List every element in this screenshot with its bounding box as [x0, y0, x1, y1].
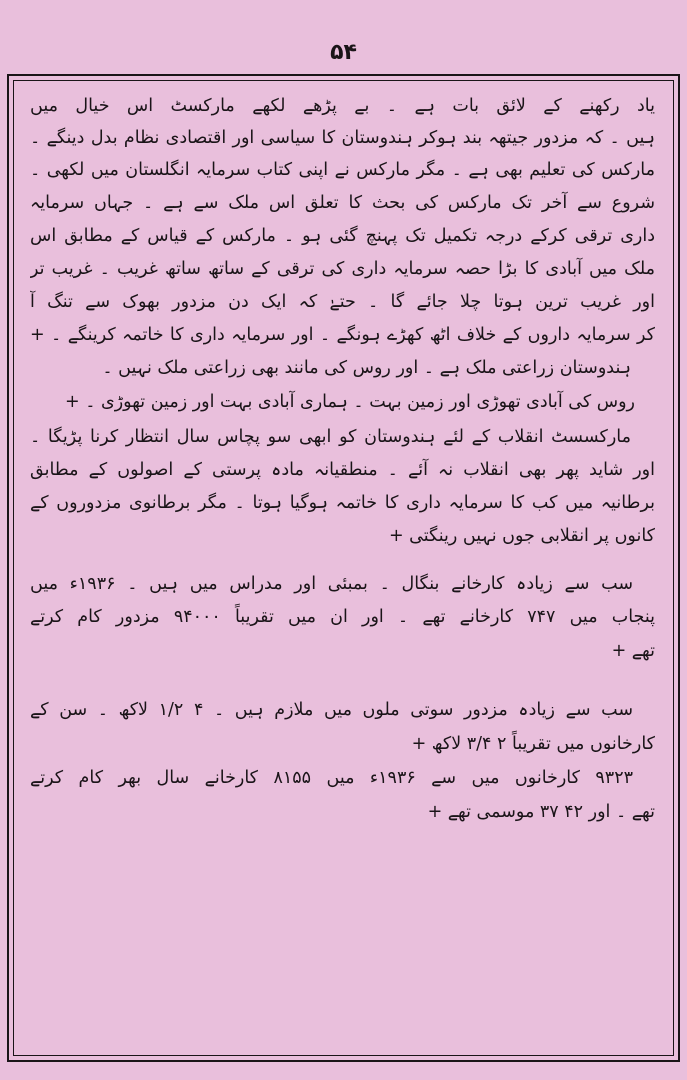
- text-line: سب سے زیادہ مزدور سوتی ملوں میں ملازم ہیں ۔ ۴ ۱/۲ لاکھ ۔ سن کے: [30, 700, 633, 720]
- text-line: ہیں ۔ کہ مزدور جیتھہ بند ہوکر ہندوستان کا سیاسی اور اقتصادی نظام بدل دینگے ۔: [30, 128, 655, 148]
- text-line: شروع سے آخر تک مارکس کی بحث کا تعلق اس ملک سے ہے ۔ جہاں سرمایہ: [30, 193, 655, 213]
- text-line: داری ترقی کرکے درجہ تکمیل تک پہنچ گئی ہو ۔ مارکس کے قیاس کے مطابق اس: [30, 226, 655, 246]
- text-line: مارکس کی تعلیم بھی ہے ۔ مگر مارکس نے اپنی کتاب سرمایہ انگلستان میں لکھی ۔: [30, 160, 655, 180]
- text-line: سب سے زیادہ کارخانے بنگال ۔ بمبئی اور مدراس میں ہیں ۔ ۱۹۳۶ء میں: [30, 574, 633, 594]
- text-line: تھے ۔ اور ۴۲ ۳۷ موسمی تھے +: [427, 802, 655, 822]
- text-line: یاد رکھنے کے لائق بات ہے ۔ بے پڑھے لکھے مارکسٹ اس خیال میں: [30, 96, 655, 116]
- text-line: کانوں پر انقلابی جوں نہیں رینگتی +: [388, 526, 655, 546]
- text-line: کر سرمایہ داروں کے خلاف اٹھ کھڑے ہونگے ۔ اور سرمایہ داری کا خاتمہ کرینگے ۔ +: [30, 325, 655, 345]
- text-line: مارکسسٹ انقلاب کے لئے ہندوستان کو ابھی سو پچاس سال انتظار کرنا پڑیگا ۔: [30, 427, 631, 447]
- text-line: ۹۳۲۳ کارخانوں میں سے ۱۹۳۶ء میں ۸۱۵۵ کارخانے سال بھر کام کرتے: [30, 768, 633, 788]
- text-line: تھے +: [611, 641, 655, 661]
- page-number: ۵۴: [330, 40, 357, 65]
- text-line: برطانیہ میں کب کا سرمایہ داری کا خاتمہ ہوگیا ہوتا ۔ مگر برطانوی مزدوروں کے: [30, 493, 655, 513]
- text-line: کارخانوں میں تقریباً ۲ ۳/۴ لاکھ +: [411, 734, 655, 754]
- text-line: پنجاب میں ۷۴۷ کارخانے تھے ۔ اور ان میں تقریباً ۹۴۰۰۰ مزدور کام کرتے: [30, 607, 655, 627]
- text-line: اور غریب ترین ہوتا چلا جائے گا ۔ حتےٰ کہ ایک دن مزدور بھوک سے تنگ آ: [30, 292, 655, 312]
- text-line: ہندوستان زراعتی ملک ہے ۔ اور روس کی مانند بھی زراعتی ملک نہیں ۔: [102, 358, 631, 378]
- text-line: روس کی آبادی تھوڑی اور زمین بہت ۔ ہماری آبادی بہت اور زمین تھوڑی ۔ +: [64, 392, 635, 412]
- text-line: اور شاید پھر بھی انقلاب نہ آئے ۔ منطقیانہ مادہ پرستی کے اصولوں کے مطابق: [30, 460, 655, 480]
- text-line: ملک میں آبادی کا بڑا حصہ سرمایہ داری کی ترقی کے ساتھ ساتھ غریب ۔ غریب تر: [30, 259, 655, 279]
